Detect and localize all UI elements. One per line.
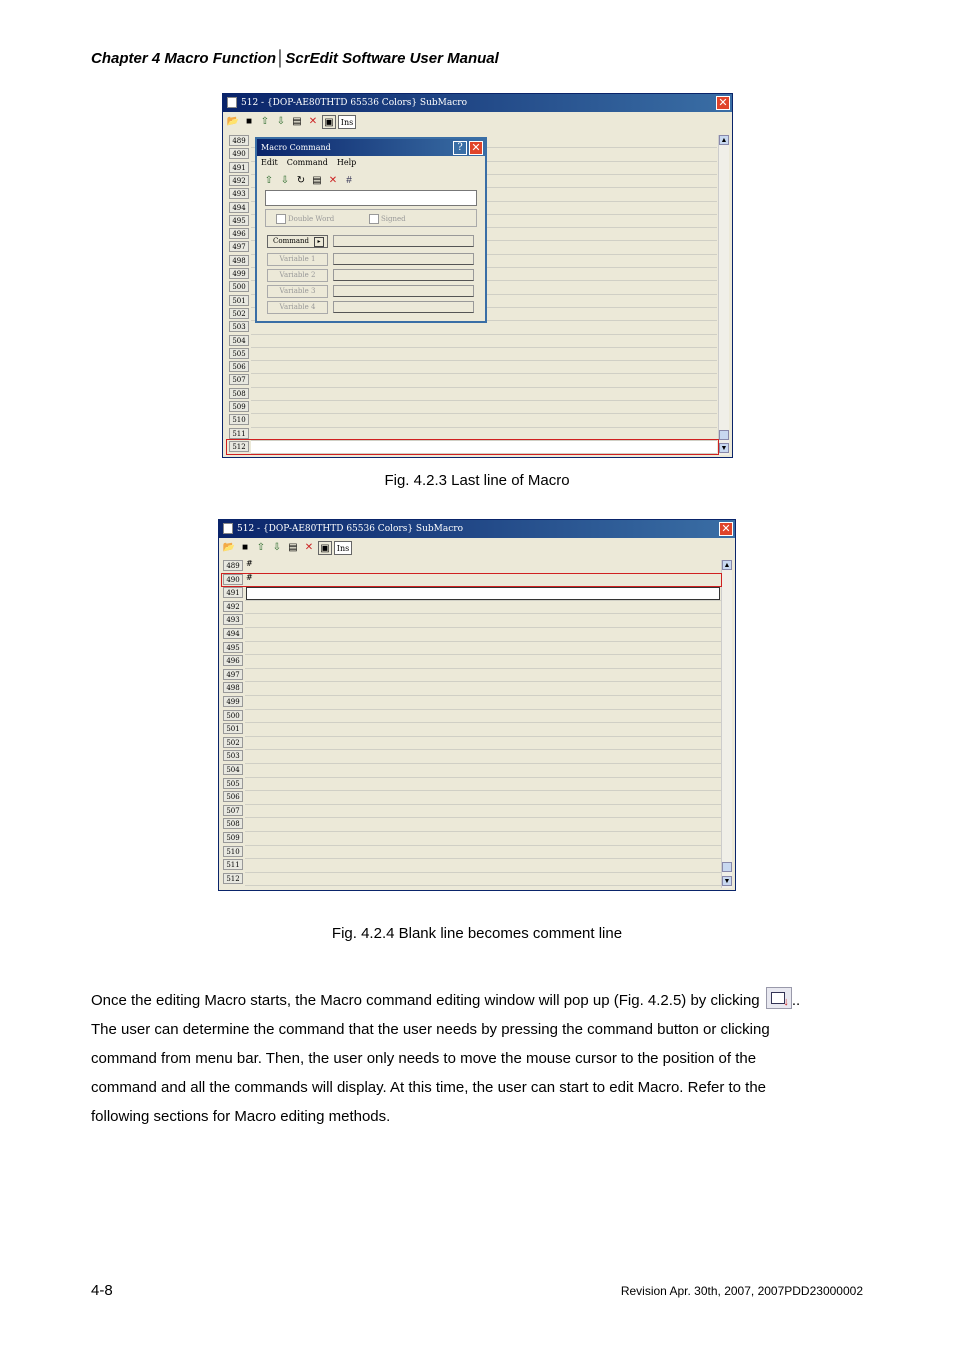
line-separator (251, 427, 717, 428)
scroll-up-icon[interactable]: ▲ (723, 562, 731, 569)
edit-icon (223, 523, 233, 534)
revision-note: Revision Apr. 30th, 2007, 2007PDD23000002 (620, 1284, 863, 1298)
body-line-4: command and all the commands will display. At this time, the user can start to edit Macro. Refer to the (91, 1079, 767, 1096)
line-number[interactable]: 499 (229, 268, 249, 279)
line-number[interactable]: 501 (229, 295, 249, 306)
variable-3-field[interactable] (333, 285, 474, 297)
line-separator (245, 722, 721, 723)
line-number[interactable]: 489 (223, 560, 243, 571)
body-line-5: following sections for Macro editing methods. (91, 1108, 391, 1125)
insert-button[interactable]: Ins (334, 541, 352, 555)
variable-1-field[interactable] (333, 253, 474, 265)
line-number[interactable]: 495 (223, 642, 243, 653)
line-number[interactable]: 489 (229, 135, 249, 146)
edit-line-icon[interactable]: ▤ (312, 175, 322, 186)
line-number[interactable]: 496 (229, 228, 249, 239)
line-number[interactable]: 494 (229, 202, 249, 213)
line-separator (245, 681, 721, 682)
double-word-label: Double Word (288, 215, 335, 223)
line-separator (245, 817, 721, 818)
dialog-title: Macro Command (261, 143, 331, 152)
line-number[interactable]: 506 (229, 361, 249, 372)
signed-label: Signed (381, 215, 406, 223)
line-separator (245, 709, 721, 710)
command-button[interactable]: Command ▸ (267, 235, 328, 248)
comment-line-489: # (246, 559, 253, 568)
line-number[interactable]: 507 (229, 374, 249, 385)
play-icon: ▸ (314, 237, 324, 247)
scroll-down-icon[interactable]: ▼ (723, 878, 731, 885)
line-separator (245, 831, 721, 832)
move-down-icon[interactable]: ⇩ (276, 116, 286, 127)
dialog-titlebar (257, 139, 485, 156)
line-separator (251, 400, 717, 401)
line-number[interactable]: 508 (229, 388, 249, 399)
open-icon[interactable]: 📂 (222, 542, 236, 553)
line-number[interactable]: 509 (229, 401, 249, 412)
insert-button[interactable]: Ins (338, 115, 356, 129)
double-word-checkbox[interactable] (276, 214, 286, 224)
vertical-scrollbar[interactable] (718, 135, 729, 455)
line-number[interactable]: 501 (223, 723, 243, 734)
body-line-3: command from menu bar. Then, the user only needs to move the mouse cursor to the position of the (91, 1050, 757, 1067)
options-group (265, 209, 477, 227)
dialog-close-button[interactable]: ✕ (469, 141, 483, 155)
variable-2-field[interactable] (333, 269, 474, 281)
line-number[interactable]: 495 (229, 215, 249, 226)
line-separator (251, 334, 717, 335)
line-number[interactable]: 493 (223, 614, 243, 625)
line-number[interactable]: 510 (223, 846, 243, 857)
submacro-window-fig1 (222, 93, 733, 458)
save-icon[interactable]: ■ (245, 116, 253, 127)
line-separator (245, 641, 721, 642)
line-separator (245, 627, 721, 628)
variable-4-field[interactable] (333, 301, 474, 313)
page-number: 4-8 (91, 1282, 113, 1299)
scroll-thumb[interactable] (719, 430, 729, 440)
window-titlebar (223, 94, 732, 112)
line-separator (245, 654, 721, 655)
open-icon[interactable]: 📂 (226, 116, 240, 127)
line-separator (245, 858, 721, 859)
line-number[interactable]: 502 (229, 308, 249, 319)
line-separator (245, 736, 721, 737)
body-paragraph (91, 986, 866, 1131)
edit-line-icon[interactable]: ▤ (288, 542, 298, 553)
line-separator (245, 777, 721, 778)
line-number[interactable]: 504 (229, 335, 249, 346)
line-number[interactable]: 511 (229, 428, 249, 439)
dialog-toolbar (261, 172, 357, 186)
body-line-2: The user can determine the command that the user needs by pressing the command button or clicking (91, 1021, 770, 1038)
save-icon[interactable]: ■ (241, 542, 249, 553)
macro-command-icon[interactable]: ▣ (318, 541, 332, 555)
dialog-menubar (261, 158, 365, 167)
line-number[interactable]: 493 (229, 188, 249, 199)
figure-caption-2: Fig. 4.2.4 Blank line becomes comment line (331, 925, 623, 942)
command-field[interactable] (333, 235, 474, 247)
delete-icon[interactable]: ✕ (328, 175, 338, 186)
menu-command[interactable]: Command (286, 158, 328, 167)
line-number[interactable]: 509 (223, 832, 243, 843)
line-separator (245, 790, 721, 791)
line-number[interactable]: 505 (229, 348, 249, 359)
line-number[interactable]: 507 (223, 805, 243, 816)
line-number[interactable]: 512 (223, 873, 243, 884)
line-number[interactable]: 492 (223, 601, 243, 612)
window-title: 512 - {DOP-AE80THTD 65536 Colors} SubMacro (241, 98, 467, 108)
move-up-icon[interactable]: ⇧ (260, 116, 270, 127)
vertical-scrollbar[interactable] (721, 560, 732, 888)
submacro-window-fig2 (218, 519, 736, 891)
window-toolbar (225, 113, 730, 131)
menu-edit[interactable]: Edit (261, 158, 278, 167)
line-491-edit[interactable] (246, 587, 720, 600)
line-number[interactable]: 511 (223, 859, 243, 870)
line-separator (245, 613, 721, 614)
line-separator (251, 387, 717, 388)
scroll-down-icon[interactable]: ▼ (720, 445, 728, 452)
comment-line-highlight (221, 573, 722, 587)
command-input[interactable] (265, 190, 477, 206)
line-number[interactable]: 490 (223, 574, 243, 585)
line-number[interactable]: 497 (229, 241, 249, 252)
body-line-1: Once the editing Macro starts, the Macro command editing window will pop up (Fig. 4.2.5) by clicking ↓ .. (91, 986, 866, 1015)
line-separator (251, 347, 717, 348)
line-separator (245, 804, 721, 805)
macro-command-icon (766, 987, 792, 1009)
help-icon[interactable]: ? (453, 141, 467, 155)
line-number[interactable]: 503 (223, 750, 243, 761)
line-512-edit[interactable] (251, 441, 717, 453)
comment-button[interactable]: # (346, 175, 352, 186)
line-number[interactable]: 492 (229, 175, 249, 186)
figure-caption-1: Fig. 4.2.3 Last line of Macro (384, 472, 570, 489)
close-button[interactable]: ✕ (716, 96, 730, 110)
line-number[interactable]: 494 (223, 628, 243, 639)
line-number[interactable]: 498 (223, 682, 243, 693)
line-number[interactable]: 500 (229, 281, 249, 292)
line-number[interactable]: 505 (223, 778, 243, 789)
line-separator (245, 763, 721, 764)
line-number[interactable]: 491 (229, 162, 249, 173)
line-separator (251, 360, 717, 361)
scroll-thumb[interactable] (722, 862, 732, 872)
line-number[interactable]: 506 (223, 791, 243, 802)
line-separator (245, 845, 721, 846)
line-separator (245, 872, 721, 873)
close-button[interactable]: ✕ (719, 522, 733, 536)
delete-icon[interactable]: ✕ (304, 542, 314, 553)
undo-icon[interactable]: ↻ (296, 175, 306, 186)
line-number[interactable]: 504 (223, 764, 243, 775)
line-number[interactable]: 496 (223, 655, 243, 666)
window-titlebar (219, 520, 735, 538)
macro-command-dialog (255, 137, 487, 323)
variable-1-button[interactable]: Variable 1 (267, 253, 328, 266)
line-number[interactable]: 508 (223, 818, 243, 829)
menu-help[interactable]: Help (336, 158, 357, 167)
variable-2-button[interactable]: Variable 2 (267, 269, 328, 282)
line-number[interactable]: 499 (223, 696, 243, 707)
line-separator (251, 413, 717, 414)
line-number[interactable]: 497 (223, 669, 243, 680)
line-number[interactable]: 500 (223, 710, 243, 721)
window-title: 512 - {DOP-AE80THTD 65536 Colors} SubMacro (237, 524, 463, 534)
variable-3-button[interactable]: Variable 3 (267, 285, 328, 298)
line-number[interactable]: 502 (223, 737, 243, 748)
line-separator (245, 668, 721, 669)
move-up-icon[interactable]: ⇧ (256, 542, 266, 553)
delete-icon[interactable]: ✕ (308, 116, 318, 127)
line-number[interactable]: 498 (229, 255, 249, 266)
line-number[interactable]: 512 (229, 441, 249, 452)
signed-checkbox[interactable] (369, 214, 379, 224)
scroll-up-icon[interactable]: ▲ (720, 137, 728, 144)
line-separator (245, 749, 721, 750)
variable-4-button[interactable]: Variable 4 (267, 301, 328, 314)
move-down-icon[interactable]: ⇩ (272, 542, 282, 553)
edit-line-icon[interactable]: ▤ (292, 116, 302, 127)
line-number[interactable]: 491 (223, 587, 243, 598)
line-number[interactable]: 510 (229, 414, 249, 425)
move-down-icon[interactable]: ⇩ (280, 175, 290, 186)
line-separator (251, 373, 717, 374)
comment-line-490: # (246, 573, 253, 582)
line-number[interactable]: 490 (229, 148, 249, 159)
page-header: Chapter 4 Macro Function│ScrEdit Software User Manual (91, 50, 499, 67)
move-up-icon[interactable]: ⇧ (264, 175, 274, 186)
edit-icon (227, 97, 237, 108)
line-separator (245, 695, 721, 696)
line-number[interactable]: 503 (229, 321, 249, 332)
line-separator (245, 885, 721, 886)
window-toolbar (221, 539, 733, 557)
macro-command-icon[interactable]: ▣ (322, 115, 336, 129)
